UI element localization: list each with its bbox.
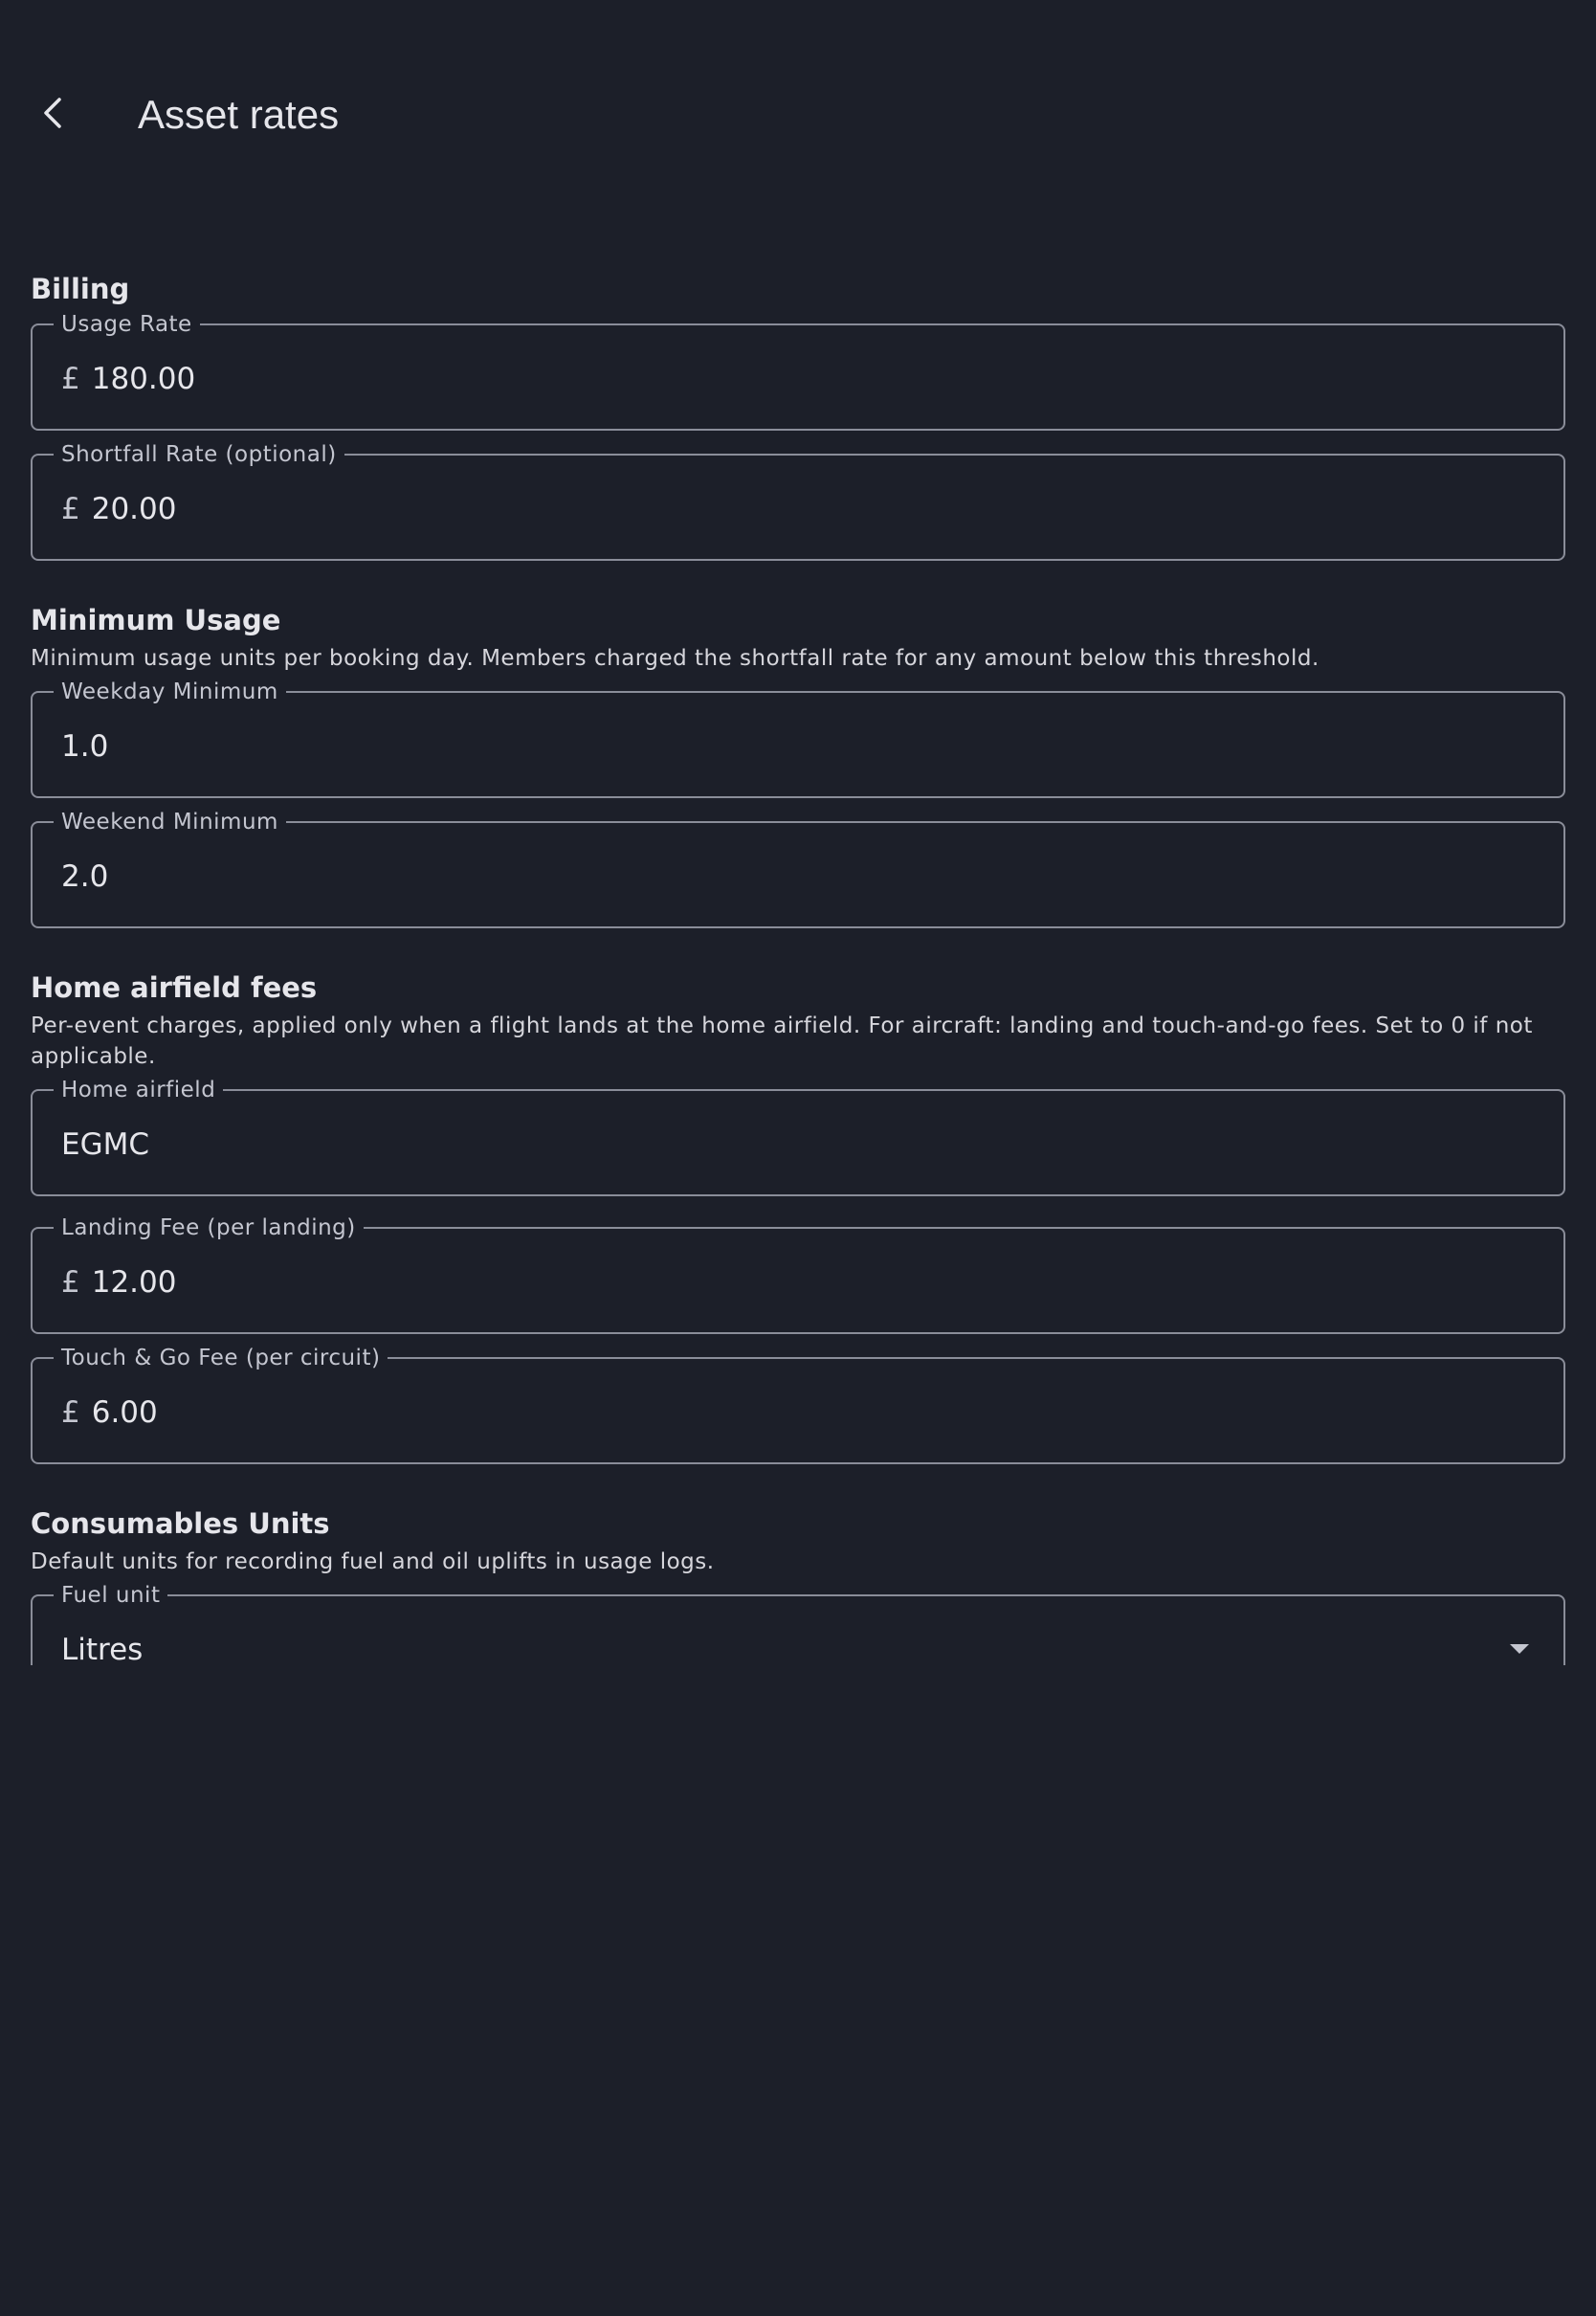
usage-rate-label: Usage Rate bbox=[54, 310, 200, 339]
fuel-unit-select[interactable] bbox=[61, 1631, 143, 1665]
landing-fee-value: 12.00 bbox=[91, 1265, 177, 1300]
touch-go-fee-input[interactable] bbox=[61, 1393, 158, 1432]
form-scroll-area[interactable] bbox=[0, 230, 1596, 1665]
weekday-minimum-field[interactable] bbox=[31, 679, 1565, 798]
consumables-units-section-title: Consumables Units bbox=[31, 1507, 330, 1540]
currency-prefix: £ bbox=[61, 362, 80, 396]
fuel-unit-label: Fuel unit bbox=[54, 1581, 167, 1610]
shortfall-rate-field[interactable] bbox=[31, 442, 1565, 561]
page-title: Asset rates bbox=[138, 92, 340, 137]
touch-go-fee-value: 6.00 bbox=[91, 1395, 158, 1430]
home-airfield-value: EGMC bbox=[61, 1127, 150, 1162]
weekend-minimum-field[interactable] bbox=[31, 810, 1565, 928]
landing-fee-input[interactable] bbox=[61, 1263, 176, 1302]
currency-prefix: £ bbox=[61, 1265, 80, 1300]
home-airfield-fees-section-title: Home airfield fees bbox=[31, 971, 318, 1004]
chevron-left-icon bbox=[34, 94, 73, 132]
home-airfield-fees-description: Per-event charges, applied only when a flight lands at the home airfield. For aircraft: landing and touch-and-go fees. Set to 0 if not applicable. bbox=[31, 1013, 1533, 1069]
shortfall-rate-label: Shortfall Rate (optional) bbox=[54, 440, 344, 469]
usage-rate-value: 180.00 bbox=[91, 362, 196, 396]
billing-section-title: Billing bbox=[31, 273, 130, 305]
home-airfield-field[interactable] bbox=[31, 1078, 1565, 1196]
shortfall-rate-value: 20.00 bbox=[91, 492, 177, 526]
home-airfield-input[interactable] bbox=[61, 1125, 149, 1164]
touch-go-fee-field[interactable] bbox=[31, 1346, 1565, 1464]
shortfall-rate-input[interactable] bbox=[61, 490, 176, 528]
currency-prefix: £ bbox=[61, 1395, 80, 1430]
usage-rate-field[interactable] bbox=[31, 312, 1565, 431]
landing-fee-label: Landing Fee (per landing) bbox=[54, 1214, 364, 1242]
weekend-minimum-value: 2.0 bbox=[61, 859, 109, 894]
touch-go-fee-label: Touch & Go Fee (per circuit) bbox=[54, 1344, 388, 1372]
weekend-minimum-label: Weekend Minimum bbox=[54, 808, 286, 836]
arrow-drop-down-icon[interactable] bbox=[1510, 1644, 1529, 1654]
weekend-minimum-input[interactable] bbox=[61, 857, 108, 896]
weekday-minimum-input[interactable] bbox=[61, 727, 108, 766]
currency-prefix: £ bbox=[61, 492, 80, 526]
back-button[interactable] bbox=[23, 82, 84, 144]
minimum-usage-description: Minimum usage units per booking day. Members charged the shortfall rate for any amount below this threshold. bbox=[31, 646, 1319, 671]
usage-rate-input[interactable] bbox=[61, 360, 195, 398]
weekday-minimum-label: Weekday Minimum bbox=[54, 678, 286, 706]
landing-fee-field[interactable] bbox=[31, 1215, 1565, 1334]
asset-rates-form bbox=[0, 270, 1596, 1665]
minimum-usage-section-title: Minimum Usage bbox=[31, 604, 281, 636]
home-airfield-label: Home airfield bbox=[54, 1076, 223, 1104]
consumables-units-description: Default units for recording fuel and oil uplifts in usage logs. bbox=[31, 1549, 715, 1574]
weekday-minimum-value: 1.0 bbox=[61, 729, 109, 764]
app-bar bbox=[0, 0, 1596, 230]
fuel-unit-dropdown[interactable] bbox=[31, 1583, 1565, 1665]
fuel-unit-value: Litres bbox=[61, 1633, 144, 1665]
